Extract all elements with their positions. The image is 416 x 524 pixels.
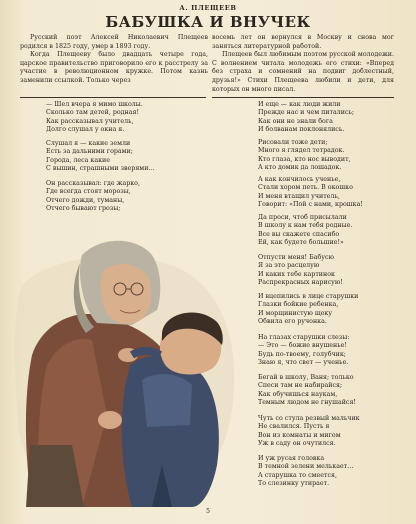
poem-line: Знаю я, что свет — ученье. bbox=[258, 358, 349, 366]
poem-line: Все вы скажете спасибо bbox=[258, 230, 340, 238]
poem-line: И морщинистую щеку bbox=[258, 309, 333, 317]
poem-line: Да проси, чтоб присылали bbox=[258, 214, 347, 221]
poem-title: БАБУШКА И ВНУЧЕК bbox=[105, 13, 311, 31]
poem-line: — Шел вчера я мимо школы. bbox=[46, 101, 143, 108]
poem-line: Прежде нас и чем питались; bbox=[258, 109, 355, 117]
page-number: 5 bbox=[206, 508, 210, 515]
intro-left-column bbox=[20, 34, 208, 86]
intro-right-column bbox=[212, 34, 394, 94]
poem-line: Спеси там не набирайся; bbox=[258, 382, 343, 390]
poem-line: И каких тебе картинок bbox=[258, 270, 335, 278]
poem-stanza bbox=[258, 254, 343, 287]
poem-line: Вон из комнаты и мигом bbox=[258, 431, 341, 439]
poem-stanza bbox=[46, 101, 143, 134]
intro-paragraph: восемь лет он вернулся в Москву и снова мог заняться литературной работой. bbox=[212, 34, 394, 50]
poem-line: Много я глядел тетрадок. bbox=[258, 147, 345, 155]
poem-line: Темным людом не гнушайся! bbox=[258, 398, 356, 406]
poem-line: В школу к нам тебя родные. bbox=[258, 222, 353, 230]
poem-stanza bbox=[258, 176, 363, 209]
poem-line: Чуть со стула резвый мальчик bbox=[258, 415, 360, 422]
poem-line: А как кончилось ученье, bbox=[258, 176, 341, 183]
poem-line: Уж в саду он очутился. bbox=[258, 439, 336, 447]
poem-line: Как обучишься наукам, bbox=[258, 390, 338, 398]
poem-line: Говорит: «Пой с нами, крошка! bbox=[258, 200, 363, 208]
poem-line: В темной зелени мелькает… bbox=[258, 463, 354, 471]
poem-stanza bbox=[258, 374, 356, 407]
poem-stanza bbox=[258, 139, 351, 172]
poem-line: Кто глаза, кто нос выводит, bbox=[258, 155, 351, 163]
intro-paragraph: Когда Плещееву было двадцать четыре года, царское правительство приговорило его к расстрелу за участие в революционном кружке. Потом казнь заменили ссылкой. Только через bbox=[20, 51, 208, 84]
poem-line: Он рассказывал: где жарко, bbox=[46, 180, 140, 187]
poem-line: А старушка то смеется, bbox=[258, 471, 337, 479]
poem-stanza bbox=[258, 101, 354, 134]
poem-line: Обвила его ручонка. bbox=[258, 317, 327, 325]
poem-line: Отчего дожди, туманы, bbox=[46, 196, 125, 204]
poem-line: Бегай в школу, Ваня; только bbox=[258, 374, 354, 381]
poem-stanza bbox=[258, 214, 352, 247]
intro-paragraph: Плещеев был любимым поэтом русской молодежи. С волнением читала молодежь его стихи: «Вперед без страха и сомнений на подвиг доблестный, друзья!» Стихи Плещеева любили и дети, для которых он много писал. bbox=[212, 51, 394, 93]
poem-line: Слушал я — какие земли bbox=[46, 140, 131, 147]
poem-line: И еще — как люди жили bbox=[258, 101, 341, 108]
poem-line: И вцепились в лице старушки bbox=[258, 293, 359, 300]
poem-line: И уж русая головка bbox=[258, 455, 325, 462]
poem-line: Как они не знали бога bbox=[258, 117, 333, 125]
poem-line: Долго слушал у окна я. bbox=[46, 125, 125, 133]
poem-stanza bbox=[46, 140, 155, 173]
poem-line: То слезинку утирает. bbox=[258, 479, 330, 487]
poem-line: Ей, как будете большие!» bbox=[258, 238, 344, 246]
poem-line: Где всегда стоят морозы, bbox=[46, 188, 131, 196]
poem-line: С вышин, страшными зверями… bbox=[46, 164, 155, 172]
poem-line: И меня втащил учитель, bbox=[258, 192, 340, 200]
poem-line: И болванам поклонялись. bbox=[258, 125, 345, 133]
poem-line: Будь по-твоему, голубчик; bbox=[258, 350, 346, 358]
poem-line: А кто домик да лошадок. bbox=[258, 163, 342, 171]
poem-line: Есть за дальними горами; bbox=[46, 148, 133, 156]
poem-line: Распрекрасных нарисую! bbox=[258, 278, 343, 286]
poem-line: Не свалился. Пусть я bbox=[258, 423, 330, 431]
poem-line: Глазки бойкие ребенка, bbox=[258, 301, 339, 309]
author-name: А. ПЛЕЩЕЕВ bbox=[179, 4, 237, 12]
poem-stanza bbox=[258, 334, 349, 367]
poem-line: Отпусти меня! Бабусю bbox=[258, 254, 334, 261]
intro-paragraph: Русский поэт Алексей Николаевич Плещеев родился в 1825 году, умер в 1893 году. bbox=[20, 34, 208, 50]
poem-line: Стали хором петь. В окошко bbox=[258, 184, 353, 192]
poem-stanza bbox=[258, 293, 358, 326]
poem-line: Я за это расцелую bbox=[258, 262, 320, 270]
poem-line: Как рассказывал учитель, bbox=[46, 117, 134, 125]
divider-rule bbox=[20, 97, 206, 98]
poem-line: На глазах старушки слезы: bbox=[258, 334, 350, 341]
poem-line: — Это — божие внушенье! bbox=[258, 342, 347, 350]
poem-stanza bbox=[258, 455, 353, 488]
poem-line: Рисовали тоже дети; bbox=[258, 139, 328, 146]
poem-line: Сколько там детей, родная! bbox=[46, 109, 140, 117]
divider-rule bbox=[212, 97, 394, 98]
poem-line: Города, леса какие bbox=[46, 156, 110, 164]
poem-stanza bbox=[258, 415, 360, 448]
poem-stanza bbox=[46, 180, 140, 213]
grandmother-grandson-illustration bbox=[12, 215, 248, 507]
poem-line: Отчего бывают грозы; bbox=[46, 204, 121, 212]
